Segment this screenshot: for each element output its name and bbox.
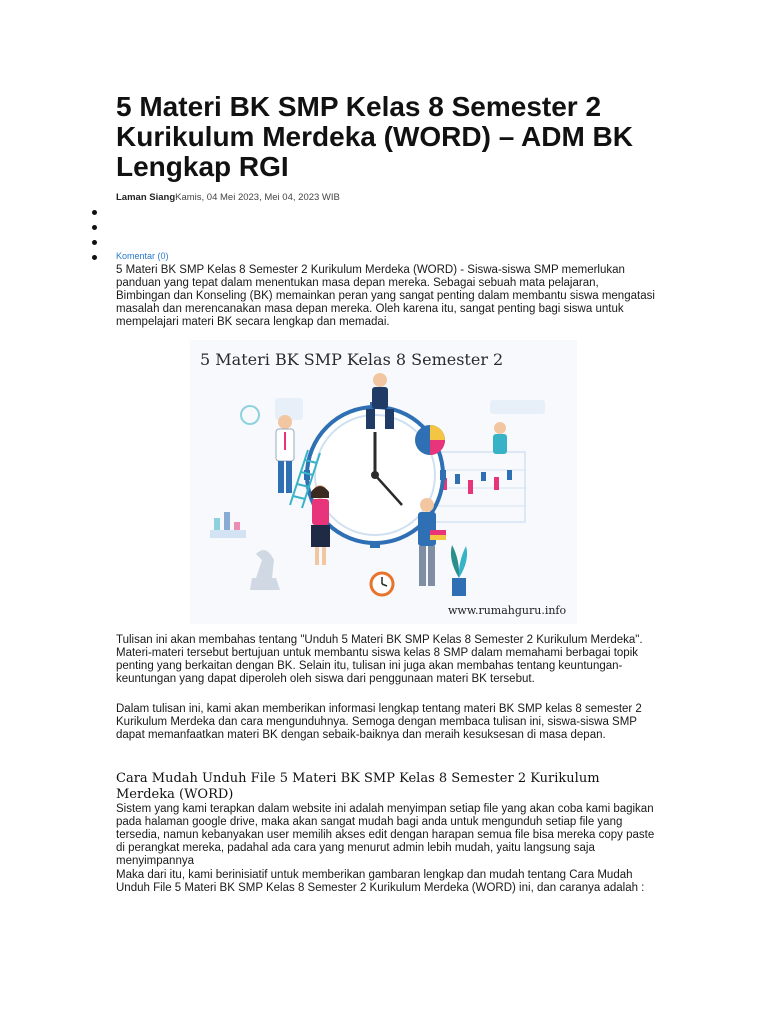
share-item[interactable] xyxy=(92,236,652,251)
figure-caption-title: 5 Materi BK SMP Kelas 8 Semester 2 xyxy=(200,350,504,369)
article-title: 5 Materi BK SMP Kelas 8 Semester 2 Kurikulum Merdeka (WORD) – ADM BK Lengkap RGI xyxy=(116,91,634,182)
person-small-right-icon xyxy=(493,422,507,454)
intro-paragraph: 5 Materi BK SMP Kelas 8 Semester 2 Kurikulum Merdeka (WORD) - Siswa-siswa SMP memerlukan panduan yang tepat dalam menentukan masa depan mereka. Sebagai sebuah mata pelajaran, Bimbingan dan Konseling (BK) memainkan peran yang sangat penting dalam membantu siswa mengatasi masalah dan merencanakan masa depan mereka. Oleh karena itu, sangat penting bagi siswa untuk mempelajari materi BK secara lengkap dan memadai. xyxy=(116,264,655,328)
figure-illustration xyxy=(190,340,577,624)
body-paragraph: Maka dari itu, kami berinisiatif untuk memberikan gambaran lengkap dan mudah tentang Cara Mudah Unduh File 5 Materi BK SMP Kelas 8 Semester 2 Kurikulum Merdeka (WORD) ini, dan caranya adalah : xyxy=(116,869,645,894)
share-item[interactable] xyxy=(92,221,652,236)
article-figure xyxy=(190,340,577,624)
author-name[interactable]: Laman Siang xyxy=(116,192,176,203)
alarm-clock-icon xyxy=(371,573,393,595)
bullet-dot xyxy=(92,255,97,260)
publish-date: Kamis, 04 Mei 2023, Mei 04, 2023 WIB xyxy=(175,192,340,203)
section-heading: Cara Mudah Unduh File 5 Materi BK SMP Kelas 8 Semester 2 Kurikulum Merdeka (WORD) xyxy=(116,771,600,802)
share-item[interactable] xyxy=(92,206,652,221)
body-paragraph: Tulisan ini akan membahas tentang "Unduh 5 Materi BK SMP Kelas 8 Semester 2 Kurikulum Merdeka". Materi-materi tersebut bertujuan untuk membantu siswa kelas 8 SMP dalam memahami berbagai topik penting yang berkaitan dengan BK. Selain itu, tulisan ini juga akan membahas tentang keuntungan-keuntungan yang dapat diperoleh oleh siswa dari penggunaan materi BK tersebut. xyxy=(116,634,643,685)
bullet-dot xyxy=(92,210,97,215)
body-paragraph: Sistem yang kami terapkan dalam website ini adalah menyimpan setiap file yang akan coba kami bagikan pada halaman google drive, maka akan sangat mudah bagi anda untuk mengunduh setiap file yang tersedia, namun kebanyakan user memilih akses edit dengan harapan semua file bisa mereka copy paste di perangkat mereka, padahal ada cara yang menurut admin lebih mudah, yaitu langsung saja menyimpannya xyxy=(116,803,655,867)
bullet-dot xyxy=(92,225,97,230)
comments-link[interactable]: Komentar (0) xyxy=(116,251,169,261)
article-meta xyxy=(116,192,340,203)
figure-watermark: www.rumahguru.info xyxy=(448,604,567,617)
bullet-dot xyxy=(92,240,97,245)
share-list xyxy=(92,206,652,266)
pie-chart-icon xyxy=(415,425,445,455)
body-paragraph: Dalam tulisan ini, kami akan memberikan informasi lengkap tentang materi BK SMP kelas 8 semester 2 Kurikulum Merdeka dan cara mengunduhnya. Semoga dengan membaca tulisan ini, siswa-siswa SMP dapat memanfaatkan materi BK dengan sebaik-baiknya dan meraih kesuksesan di masa depan. xyxy=(116,703,642,741)
